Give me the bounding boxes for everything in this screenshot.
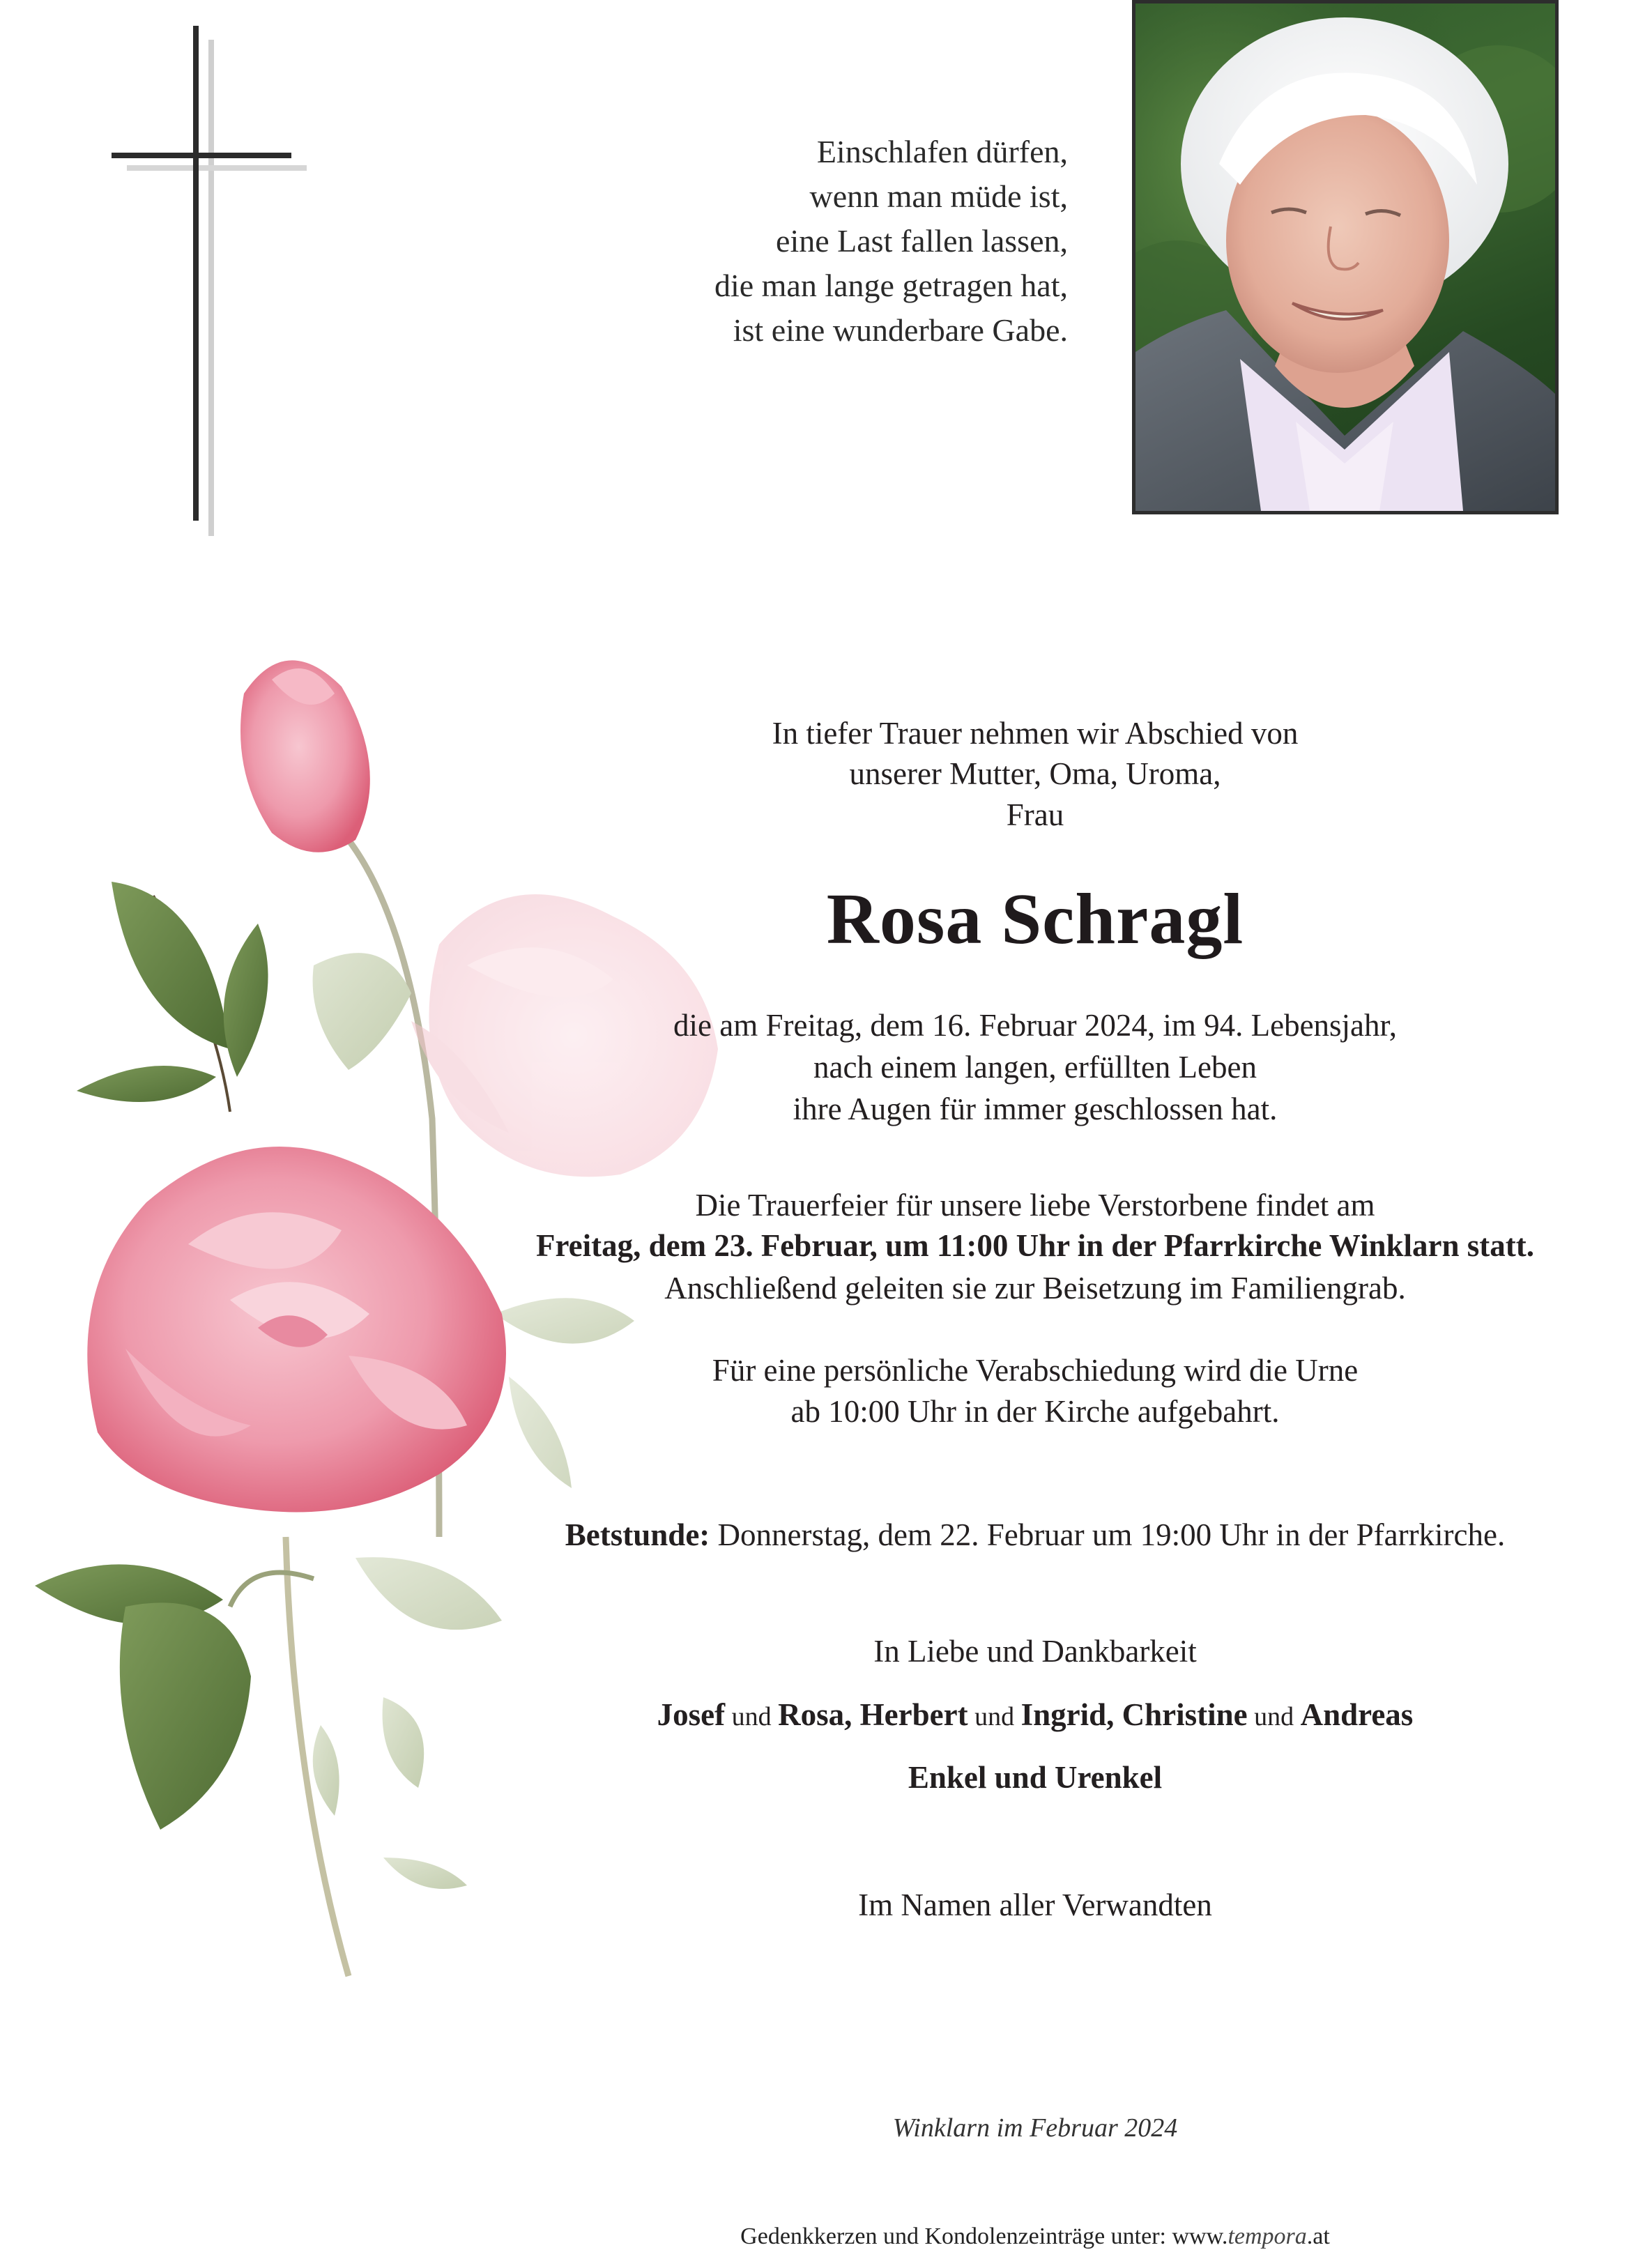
quote-line: ist eine wunderbare Gabe. [733, 312, 1068, 348]
burial-line: Anschließend geleiten sie zur Beisetzung im Familiengrab. [664, 1271, 1406, 1306]
mourner-name: Andreas [1300, 1697, 1414, 1732]
cross-shadow-vertical [208, 40, 214, 536]
relatives-line: Im Namen aller Verwandten [858, 1888, 1212, 1922]
footer-text: Gedenkkerzen und Kondolenzeinträge unter: www. [740, 2223, 1228, 2249]
urn-line: ab 10:00 Uhr in der Kirche aufgebahrt. [790, 1394, 1280, 1429]
quote-line: Einschlafen dürfen, [816, 134, 1068, 169]
quote-line: eine Last fallen lassen, [776, 223, 1068, 259]
ceremony-intro: Die Trauerfeier für unsere liebe Verstorbene findet am [695, 1188, 1375, 1223]
prayer-line [418, 1515, 1652, 1555]
place-date: Winklarn im Februar 2024 [892, 2113, 1178, 2143]
footer-tld: .at [1306, 2223, 1330, 2249]
intro-line: In tiefer Trauer nehmen wir Abschied von [772, 716, 1299, 751]
mourner-name: Rosa, [778, 1697, 852, 1732]
mourners-intro: In Liebe und Dankbarkeit [873, 1634, 1197, 1669]
quote-line: wenn man müde ist, [809, 178, 1068, 214]
mourner-name: Christine [1114, 1697, 1248, 1732]
prayer-text: Donnerstag, dem 22. Februar um 19:00 Uhr in der Pfarrkirche. [710, 1517, 1506, 1552]
mourner-joiner: und [1247, 1702, 1301, 1731]
ceremony-date-line: Freitag, dem 23. Februar, um 11:00 Uhr in der Pfarrkirche Winklarn statt. [535, 1228, 1535, 1263]
urn-line: Für eine persönliche Verabschiedung wird die Urne [712, 1353, 1359, 1388]
death-notice-line: die am Freitag, dem 16. Februar 2024, im 94. Lebensjahr, [673, 1008, 1397, 1043]
mourner-name: Josef [657, 1697, 726, 1732]
mourner-name: Ingrid, [1020, 1697, 1115, 1732]
footer-note [418, 2217, 1652, 2257]
death-notice-line: ihre Augen für immer geschlossen hat. [793, 1092, 1278, 1126]
intro-line: Frau [1006, 797, 1064, 832]
intro-line: unserer Mutter, Oma, Uroma, [849, 756, 1221, 791]
death-notice-line: nach einem langen, erfüllten Leben [813, 1050, 1257, 1085]
cross-horizontal-bar [112, 153, 291, 158]
grandchildren-line: Enkel und Urenkel [908, 1760, 1163, 1795]
mourner-joiner: und [968, 1702, 1021, 1731]
deceased-name: Rosa Schragl [826, 879, 1244, 959]
obituary-body [418, 0, 1652, 2266]
footer-brand-link[interactable]: tempora [1227, 2223, 1307, 2249]
cross-vertical-bar [193, 26, 199, 521]
mourners-names [418, 1694, 1652, 1737]
prayer-label: Betstunde: [565, 1517, 710, 1552]
mourner-name: Herbert [852, 1697, 968, 1732]
mourner-joiner: und [725, 1702, 779, 1731]
quote-line: die man lange getragen hat, [714, 268, 1068, 303]
cross-shadow-horizontal [127, 165, 307, 171]
